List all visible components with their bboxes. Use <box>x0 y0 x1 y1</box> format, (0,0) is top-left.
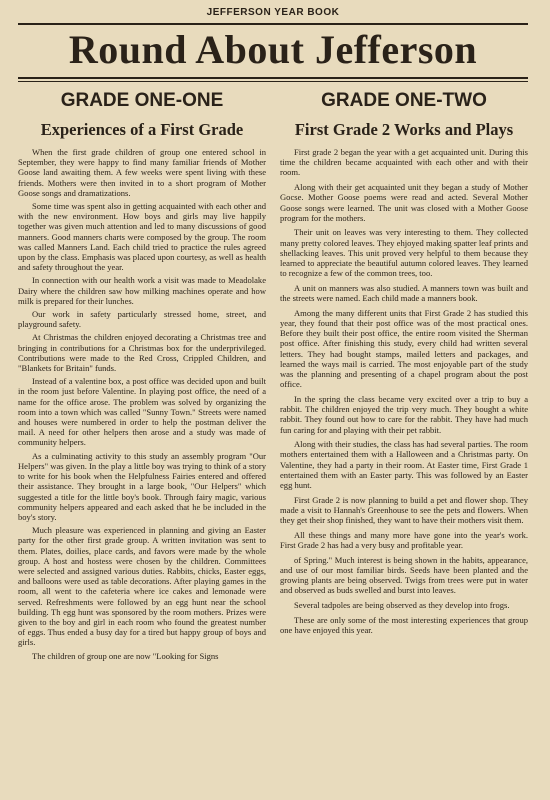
right-article-title: First Grade 2 Works and Plays <box>294 120 514 139</box>
right-paragraph: A unit on manners was also studied. A manners town was built and the streets were named. Each child made a manners book. <box>280 282 528 304</box>
left-grade-heading: GRADE ONE-ONE <box>60 90 224 111</box>
right-grade-heading: GRADE ONE-TWO <box>321 90 487 111</box>
right-paragraph: Along with their get acquainted unit they began a study of Mother Gocse. Mother Goose poems were read and acted. Several Mother Goose songs were learned. The unit was closed with a Mother Goose program for the mothers. <box>280 182 528 223</box>
left-paragraph: Some time was spent also in getting acquainted with each other and with the new environment. How boys and girls may live happily together was given much attention and led to many discussions of good manners. Good manners charts were composed by the group. The room was called Manners Land. Each child tried to practice the rules agreed upon by the class. Emphasis was placed upon courtesy, as well as health and safety throughout the year. <box>18 201 266 273</box>
right-paragraph: Their unit on leaves was very interesting to them. They collected many pretty colored leaves. They ehjoyed making spatter leaf prints and shellacking leaves. This unit proved very helpful to them because they learned to appreciate the beautiful autumn colored leaves. They learned to recognize a few of the common trees, too. <box>280 227 528 279</box>
right-paragraph: Several tadpoles are being observed as they develop into frogs. <box>294 600 510 611</box>
left-column <box>18 88 266 664</box>
right-paragraph: All these things and many more have gone into the year's work. First Grade 2 has had a very busy and profitable year. <box>280 529 528 551</box>
right-column <box>280 88 528 664</box>
banner-rule <box>18 77 528 82</box>
right-paragraph: of Spring." Much interest is being shown in the habits, appearance, and use of our most familiar birds. Seeds have been planted and the growing plants are being observed. Twigs from trees were put in water and observed as buds swelled and burst into leaves. <box>280 554 528 596</box>
right-paragraph: First grade 2 began the year with a get acquainted unit. During this time the children became acquainted with each other and with their room. <box>280 147 528 178</box>
right-paragraph: In the spring the class became very excited over a trip to buy a rabbit. The children enjoyed the trip very much. They bought a white rabbit. They found out how to care for the rabbit. They have had much fun caring for and playing with their pet rabbit. <box>280 393 528 435</box>
right-paragraph: Among the many different units that First Grade 2 has studied this year, they found that their post office was of the most practical ones. Before they built their post office, the entire room visited the Sherman post office. After finishing this study, every child had written several letters. They had bought stamps, mailed letters and packages, and learned the ways mail is carried. The most enjoyable part of the study was the planning and presenting of a chapel program about the post office. <box>280 307 528 390</box>
left-paragraph: The children of group one are now "Looking for Signs <box>32 650 219 661</box>
left-article-title: Experiences of a First Grade <box>40 120 244 139</box>
left-paragraph: Instead of a valentine box, a post office was decided upon and built in the room just before Valentine. In playing post office, the need of a name for the office arose. The problem was solved by organizing the room into a town which was called "Sunny Town." Streets were named and houses were numbered in order to help the postman deliver the mail. A need for other helpers then arose and a study was made of community helpers. <box>18 376 266 448</box>
right-paragraph: Along with their studies, the class has had several parties. The room mothers entertained them with a Halloween and a Christmas party. On Valentine, they had a party in their room. At Easter time, First Grade 1 entertained them with an Easter party. This was followed by an Easter egg hunt. <box>280 439 528 491</box>
left-paragraph: Much pleasure was experienced in planning and giving an Easter party for the other first grade group. A written invitation was sent to them. Plates, doilies, place cards, and favors were made by the whole group. A host and hostess were chosen by the children. Committees were selected and assigned various duties. Rabbits, chicks, Easter eggs, and balloons were used as table decorations. After playing games in the room, all went to the cafeteria where ice cakes and lemonade were served. Refreshments were followed by an egg hunt near the school building. Th egg hunt was sponsored by the room mothers. Prizes were given to the boy and girl in each room who found the greatest number of eggs. Thus ended a busy day for a tired but happy group of boys and girls. <box>18 525 266 648</box>
right-paragraph: First Grade 2 is now planning to build a pet and flower shop. They made a visit to Hannah's Greenhouse to see the pets and flowers. When they get their shop finished, they want to have their mothers visit them. <box>280 494 528 526</box>
left-paragraph: Our work in safety particularly stressed home, street, and playground safety. <box>18 309 266 330</box>
banner-title: Round About Jefferson <box>68 27 478 72</box>
right-paragraph: These are only some of the most interesting experiences that group one have enjoyed this year. <box>280 614 528 636</box>
two-column-body <box>18 88 528 664</box>
left-paragraph: At Christmas the children enjoyed decorating a Christmas tree and bringing in contributions for a Christmas box for the underprivileged. Contributions were made to the Red Cross, Crippled Children, and "Blankets for Britain" funds. <box>18 332 266 374</box>
running-head: JEFFERSON YEAR BOOK <box>206 7 340 18</box>
left-paragraph: In connection with our health work a visit was made to Meadolake Dairy where the children saw how milking machines operate and how milk is prepared for their lunches. <box>18 275 266 306</box>
left-paragraph: When the first grade children of group one entered school in September, they were happy to find many familiar friends of Mother Goose land awaiting them. A few weeks were spent living with these friends. Mothers were then invited in to a short program of Mother Goose songs and dramatizations. <box>18 147 266 198</box>
left-paragraph: As a culminating activity to this study an assembly program "Our Helpers" was given. In the play a little boy was trying to think of a story to write for his book when the Helpfulness Fairies entered and offered their assistance. They brought in a large book, "Our Helpers" which suggested a title for the little boy's book. Through fairy magic, various community helpers appeared and each asked that he be included in the boy's story. <box>18 450 266 522</box>
